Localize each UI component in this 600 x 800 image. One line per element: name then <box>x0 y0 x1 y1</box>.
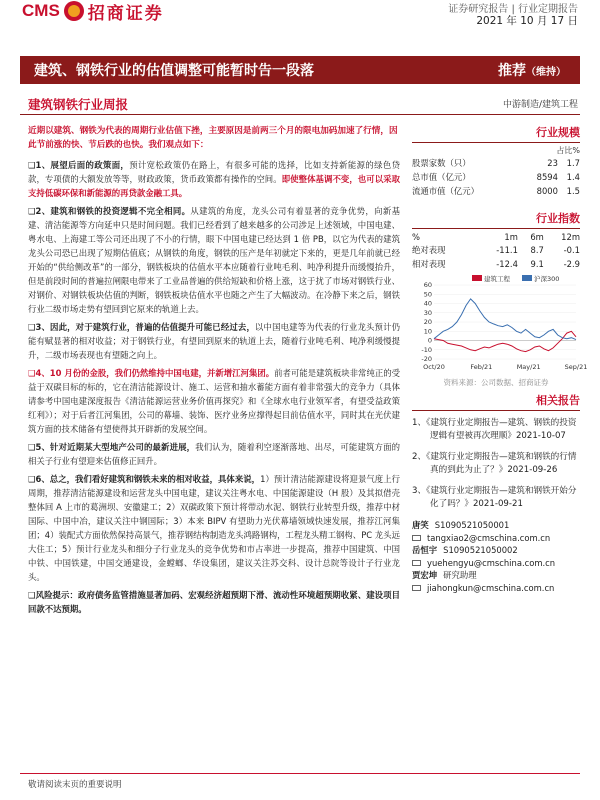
table-row <box>412 243 580 257</box>
footer-divider <box>20 773 580 774</box>
table-row <box>412 156 580 170</box>
index-12m: -0.1 <box>563 245 580 255</box>
point-2-body: 从建筑的角度，龙头公司有着显著的竞争优势，向新基建、清洁能源等方向延申只是时间问题。我们已经看到了越来越多的公司涉足上述领域，中国电建、粤水电、上海建工等公司还出现了不小的行情，眼下中国电建已经达到 1 倍 PB，以它为代表的建筑龙头公司恐已出现了短期估值底；从钢铁的角度，钢铁的压产是年初就定下来的，更是几年前就已经开始的“供给侧改革”的一部分，钢铁板块的估值水平本应随着行业吨毛利、吨净利提升而缓慢抬升，但是前段时间的普遍拉闸限电带来了工业品普遍的供给短缺和价格上涨，这于扰了市场对钢铁行业、对钢价、对钢铁板块估值的判断，钢铁板块估值水平也随之产生了大幅波动。在冷静下来之后，钢铁行业二级市场走势有望回到它原来的轨道上去。 <box>28 206 400 314</box>
scale-pct: 1.7 <box>566 158 580 168</box>
col-header: % <box>412 232 420 242</box>
report-type: 证券研究报告 | 行业定期报告 <box>448 4 578 15</box>
point-2-head: ❑2、建筑和钢铁的投资逻辑不完全相同。 <box>28 206 191 216</box>
index-1m: -12.4 <box>496 259 518 269</box>
x-tick-label: Sep/21 <box>564 363 588 371</box>
risk-body: 政府债务监管措施显著加码、宏观经济超预期下滑、流动性环境超预期收紧、建设项目回款不达预期。 <box>28 590 400 614</box>
scale-unit: 占比% <box>556 146 580 155</box>
scale-value: 8594 <box>536 172 558 182</box>
scale-table <box>412 156 580 198</box>
y-tick-label: -10 <box>421 345 432 354</box>
x-tick-label: Feb/21 <box>470 363 493 371</box>
y-tick-label: 50 <box>423 290 432 299</box>
point-5-head: ❑5、针对近期某大型地产公司的最新进展， <box>28 442 196 452</box>
table-row <box>412 257 580 271</box>
y-tick-label: 20 <box>423 318 432 326</box>
point-3-body: 以中国电建等为代表的行业龙头预计仍能有赋显著的相对收益；对于钢铁行业，有望回到原来的轨道上去，随着行业吨毛利、吨净利缓慢提升，二级市场表现也有望随之向上。 <box>28 322 400 360</box>
point-1-highlight: 即使整体基调不变，也可以采取支持低碳环保和新能源的再贷款金融工具。 <box>28 174 401 198</box>
analyst-email-row <box>412 532 580 545</box>
legend-swatch-csi300 <box>522 275 532 281</box>
logo-mark-icon <box>64 1 84 21</box>
analyst-email-row <box>412 582 580 595</box>
y-tick-label: 0 <box>427 336 432 345</box>
divider <box>20 114 580 115</box>
series-line-0 <box>434 331 576 351</box>
scale-label: 总市值（亿元） <box>412 172 471 182</box>
legend-label-building: 建筑工程 <box>484 275 510 283</box>
main-body <box>28 124 400 620</box>
point-4-body: 前者可能是建筑板块非常纯正的受益于双碳目标的标的，它在清洁能源设计、施工、运营和抽水蓄能方面有着非常强大的竞争力（具体请参考中国电建深度报告《清洁能源运营业务价值再探究》和《全球水电行业领军者，有望受益政策红利》）；对于后者江河集团，公司的幕墙、装饰、医疗业务应撑得起目前估值水平，同时其在光伏建筑方面的技术储备有望使得其开辟新的发展空间。 <box>28 368 401 434</box>
table-row <box>412 184 580 198</box>
analyst-list <box>412 519 580 594</box>
index-heading: 行业指数 <box>412 210 580 229</box>
point-5 <box>28 440 400 468</box>
point-4-highlight: ❑4、10 月份的金股，我们仍然维持中国电建，并新增江河集团。 <box>28 368 275 378</box>
industry-label: 中游制造/建筑工程 <box>502 100 578 110</box>
y-tick-label: 40 <box>423 299 432 308</box>
point-5-body: 我们认为，随着利空逐渐落地、出尽，可能建筑方面的相关子行业有望迎来估值修正回升。 <box>28 442 400 466</box>
table-row <box>412 170 580 184</box>
point-6-body: 1）预计清洁能源建设将迎景气度上行周期，推荐清洁能源建设和运营龙头中国电建，建议关注粤水电、中国能源建设（H 股）及其拟借壳整体回 A 上市的葛洲坝、安徽建工；2）双碳政策下预计将带动水泥、钢铁行业转型升级，推荐中材国际、中国中冶，建议关注中钢国际；3）本来 BIPV 有望助力光伏幕墙领域快速发展，推荐江河集团；4）装配式方面依然保持高景气，推荐钢结构制造龙头鸿路钢构，工程龙头精工钢构、PC 龙头远大住工；5）预计行业龙头和细分子行业龙头的竞争优势和市占率进一步提高，推荐中国建筑、中国中铁、中国铁建，中国交通建设，金螳螂、华设集团，建议关注苏交科、设计总院等设计子行业龙头。 <box>28 474 400 582</box>
analyst-row <box>412 544 580 557</box>
sidebar <box>412 124 588 594</box>
analyst-cert: S1090521050001 <box>434 520 510 530</box>
report-title: 建筑、钢铁行业的估值调整可能暂时告一段落 <box>34 63 314 79</box>
analyst-cert: S1090521050002 <box>443 545 518 555</box>
point-3-head: ❑3、因此，对于建筑行业，普遍的估值提升可能已经过去， <box>28 322 255 332</box>
table-header-row <box>412 231 580 243</box>
email-icon <box>412 585 421 591</box>
point-6 <box>28 472 400 584</box>
legend-swatch-building <box>472 275 482 281</box>
x-tick-label: Oct/20 <box>423 363 445 371</box>
point-1 <box>28 158 400 200</box>
point-3 <box>28 320 400 362</box>
scale-label: 股票家数（只） <box>412 158 471 168</box>
col-header: 12m <box>561 232 580 242</box>
y-tick-label: 30 <box>423 308 432 317</box>
analyst-row <box>412 569 580 582</box>
point-1-head: ❑1、展望后面的政策面， <box>28 160 130 170</box>
index-label: 绝对表现 <box>412 245 446 255</box>
page-header <box>0 0 600 38</box>
analyst-row <box>412 519 580 532</box>
analyst-name: 贾宏坤 <box>412 570 438 580</box>
email-icon <box>412 560 421 566</box>
scale-heading: 行业规模 <box>412 124 580 143</box>
index-12m: -2.9 <box>563 259 580 269</box>
scale-value: 23 <box>547 158 558 168</box>
index-label: 相对表现 <box>412 259 446 269</box>
index-1m: -11.1 <box>496 245 518 255</box>
x-tick-label: May/21 <box>516 363 541 371</box>
scale-value: 8000 <box>536 186 558 196</box>
analyst-email[interactable]: tangxiao2@cmschina.com.cn <box>427 532 551 543</box>
related-report-link[interactable]: 3、《建筑行业定期报告—建筑和钢铁开始分化了吗？》2021-09-21 <box>412 486 577 509</box>
rating <box>498 60 566 80</box>
analyst-email[interactable]: yuehengyu@cmschina.com.cn <box>427 557 556 568</box>
related-report-link[interactable]: 1、《建筑行业定期报告—建筑、钢铁的投资逻辑有望被再次理顺》2021-10-07 <box>412 418 577 441</box>
risk-head: ❑风险提示： <box>28 590 78 600</box>
point-6-head: ❑6、总之，我们看好建筑和钢铁未来的相对收益，具体来说， <box>28 474 261 484</box>
y-tick-label: -20 <box>421 355 432 363</box>
logo-chinese: 招商证券 <box>87 3 164 24</box>
related-report-link[interactable]: 2、《建筑行业定期报告—建筑和钢铁的行情真的到此为止了？》2021-09-26 <box>412 452 577 475</box>
analyst-name: 岳恒宇 <box>412 545 438 555</box>
rating-note: （维持） <box>526 67 566 78</box>
analyst-name: 唐笑 <box>412 520 429 530</box>
risk-warning <box>28 588 400 616</box>
related-list <box>412 417 580 511</box>
y-tick-label: 10 <box>423 327 432 336</box>
col-header: 6m <box>530 232 544 242</box>
lead-summary: 近期以建筑、钢铁为代表的周期行业估值下挫，主要原因是前两三个月的限电加码加速了行情，因此节前涨的快、节后跌的也快。我们观点如下： <box>28 126 398 150</box>
analyst-email-row <box>412 557 580 570</box>
title-banner <box>20 56 580 84</box>
logo-latin: CMS <box>22 1 60 20</box>
scale-label: 流通市值（亿元） <box>412 186 479 196</box>
index-6m: 9.1 <box>530 259 544 269</box>
index-table <box>412 231 580 271</box>
point-1-body: 预计宽松政策仍在路上，有很多可能的选择，比如支持新能源的绿色贷款，专项债的大额发放等等，财政政策，货币政策都有操作的空间。 <box>28 160 400 184</box>
chart-source: 资料来源：公司数据、招商证券 <box>443 378 549 387</box>
col-header: 1m <box>504 232 518 242</box>
scale-pct: 1.4 <box>566 172 580 182</box>
index-chart <box>412 271 588 373</box>
scale-pct: 1.5 <box>566 186 580 196</box>
brand-logo <box>22 0 164 22</box>
series-line-1 <box>434 299 576 340</box>
chart-legend <box>472 274 559 283</box>
analyst-email[interactable]: jiahongkun@cmschina.com.cn <box>427 582 555 593</box>
legend-label-csi300: 沪深300 <box>534 275 560 283</box>
point-4 <box>28 366 400 436</box>
point-2 <box>28 204 400 316</box>
report-subtitle: 建筑钢铁行业周报 <box>28 97 129 112</box>
index-6m: 8.7 <box>530 245 544 255</box>
rating-value: 推荐 <box>498 63 526 79</box>
y-tick-label: 60 <box>423 281 432 289</box>
footer-note: 敬请阅读末页的重要说明 <box>28 780 122 790</box>
analyst-cert: 研究助理 <box>443 570 477 580</box>
related-heading: 相关报告 <box>412 392 580 411</box>
email-icon <box>412 535 421 541</box>
report-date: 2021 年 10 月 17 日 <box>476 15 578 27</box>
